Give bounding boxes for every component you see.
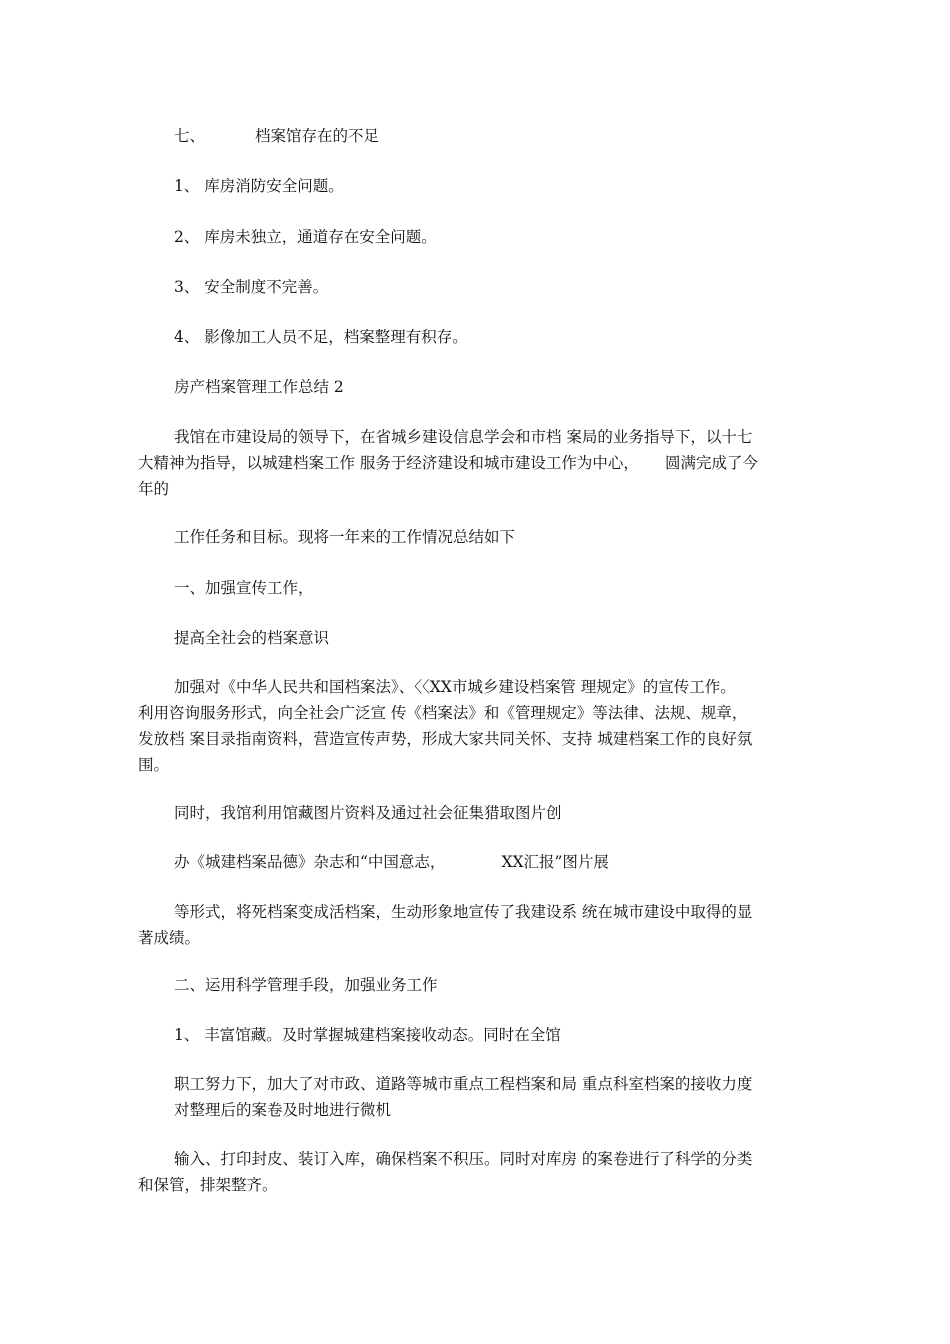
paragraph-text: XX汇报”图片展: [501, 853, 609, 871]
paragraph: 工作任务和目标。现将一年来的工作情况总结如下: [174, 528, 516, 546]
paragraph-line: 著成绩。: [138, 929, 201, 947]
paragraph: 同时，我馆利用馆藏图片资料及通过社会征集猎取图片创: [174, 804, 562, 822]
paragraph-line: 加强对《中华人民共和国档案法》、〈〈XX市城乡建设档案管 理规定》的宣传工作。: [174, 678, 736, 696]
paragraph-line: 利用咨询服务形式，向全社会广泛宣 传《档案法》和《管理规定》等法律、法规、规章，: [138, 704, 748, 722]
paragraph-line: 年的: [138, 480, 170, 498]
section-heading-7: [174, 123, 820, 149]
paragraph-line: 等形式，将死档案变成活档案，生动形象地宣传了我建设系 统在城市建设中取得的显: [174, 903, 753, 921]
paragraph: [174, 849, 820, 875]
paragraph-text: 办《城建档案品德》杂志和“中国意志，: [174, 853, 446, 871]
paragraph-line: [138, 450, 820, 476]
list-item: 2、 库房未独立，通道存在安全问题。: [174, 228, 437, 246]
section-subheading: 提高全社会的档案意识: [174, 629, 330, 647]
paragraph-line: 和保管，排架整齐。: [138, 1176, 278, 1194]
paragraph-line: 我馆在市建设局的领导下，在省城乡建设信息学会和市档 案局的业务指导下，以十七: [174, 428, 753, 446]
paragraph-line: 输入、打印封皮、装订入库，确保档案不积压。同时对库房 的案卷进行了科学的分类: [174, 1150, 753, 1168]
list-item: 4、 影像加工人员不足，档案整理有积存。: [174, 328, 468, 346]
list-item: 3、 安全制度不完善。: [174, 278, 329, 296]
paragraph-line: 发放档 案目录指南资料，营造宣传声势，形成大家共同关怀、支持 城建档案工作的良好氛: [138, 730, 753, 748]
list-item: 1、 库房消防安全问题。: [174, 177, 344, 195]
input-paragraph: [138, 1146, 820, 1198]
intro-paragraph: [138, 424, 820, 502]
paragraph-line: 职工努力下，加大了对市政、道路等城市重点工程档案和局 重点科室档案的接收力度: [174, 1075, 753, 1093]
list-item: 1、 丰富馆藏。及时掌握城建档案接收动态。同时在全馆: [174, 1026, 561, 1044]
paragraph-text: 圆满完成了今: [664, 454, 758, 472]
paragraph-line: 对整理后的案卷及时地进行微机: [174, 1101, 392, 1119]
paragraph-text: 大精神为指导，以城建档案工作 服务于经济建设和城市建设工作为中心，: [138, 454, 639, 472]
document-title: 房产档案管理工作总结 2: [174, 378, 344, 396]
staff-paragraph: [174, 1071, 820, 1123]
section-number: 七、: [174, 127, 206, 145]
section-heading-2: 二、运用科学管理手段，加强业务工作: [174, 976, 438, 994]
section-heading-1: 一、加强宣传工作，: [174, 579, 314, 597]
publicity-paragraph: [138, 674, 820, 778]
forms-paragraph: [138, 899, 820, 951]
paragraph-line: 围。: [138, 756, 170, 774]
section-title: 档案馆存在的不足: [255, 127, 380, 145]
